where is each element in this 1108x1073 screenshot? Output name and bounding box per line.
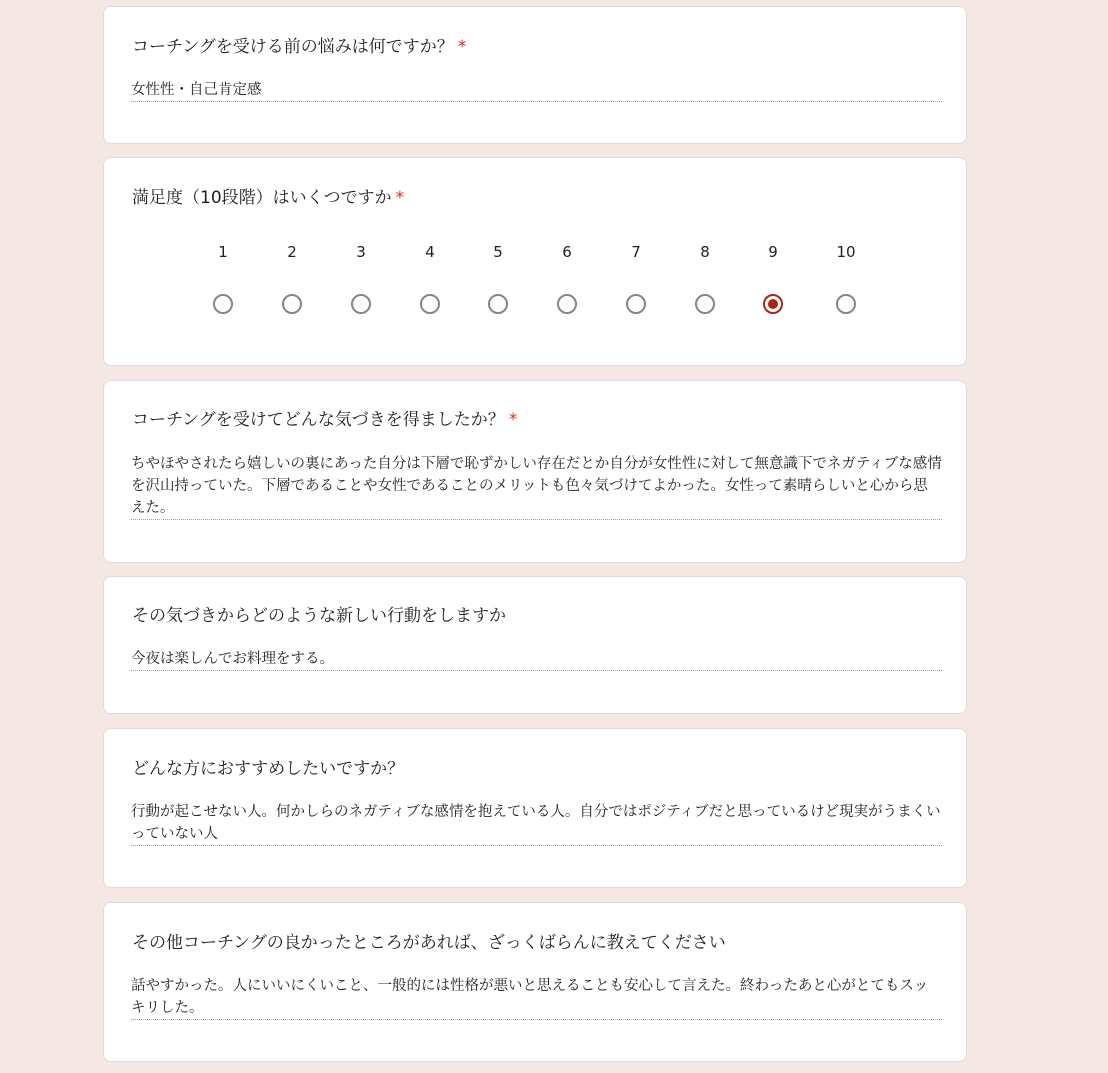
scale-radio-9[interactable] (763, 294, 783, 314)
question-title: コーチングを受けてどんな気づきを得ましたか？ * (132, 410, 518, 430)
question-title: 満足度（10段階）はいくつですか * (132, 188, 405, 208)
scale-number: 4 (425, 243, 435, 261)
scale-radio-6[interactable] (557, 294, 577, 314)
required-asterisk: * (508, 410, 518, 430)
scale-label-5 (478, 242, 518, 262)
answer-text: 女性性・自己肯定感 (131, 79, 942, 102)
scale-label-1 (203, 242, 243, 262)
scale-radio-1[interactable] (213, 294, 233, 314)
scale-label-9 (753, 242, 793, 262)
question-title: その気づきからどのような新しい行動をしますか (132, 606, 506, 626)
scale-number: 2 (287, 243, 297, 261)
scale-radio-3[interactable] (351, 294, 371, 314)
scale-label-6 (547, 242, 587, 262)
scale-label-8 (685, 242, 725, 262)
scale-label-2 (272, 242, 312, 262)
scale-number: 7 (631, 243, 641, 261)
scale-radio-5[interactable] (488, 294, 508, 314)
question-title: どんな方におすすめしたいですか？ (132, 759, 405, 779)
question-card-concerns (103, 6, 967, 144)
scale-number: 10 (836, 243, 856, 261)
scale-label-4 (410, 242, 450, 262)
answer-text: 今夜は楽しんでお料理をする。 (131, 648, 942, 671)
answer-text: ちやほやされたら嬉しいの裏にあった自分は下層で恥ずかしい存在だとか自分が女性性に対して無意識下でネガティブな感情を沢山持っていた。下層であることや女性であることのメリットも色々気づけてよかった。女性って素晴らしいと心から思えた。 (131, 453, 942, 520)
scale-radio-2[interactable] (282, 294, 302, 314)
linear-scale (104, 158, 968, 365)
scale-number: 6 (562, 243, 572, 261)
scale-radio-4[interactable] (420, 294, 440, 314)
question-card-satisfaction (103, 157, 967, 366)
scale-number: 1 (218, 243, 228, 261)
scale-radio-10[interactable] (836, 294, 856, 314)
scale-number: 5 (493, 243, 503, 261)
question-card-recommend (103, 728, 967, 888)
scale-radio-7[interactable] (626, 294, 646, 314)
question-card-realization (103, 380, 967, 563)
question-title: その他コーチングの良かったところがあれば、ざっくばらんに教えてください (132, 933, 726, 953)
scale-label-10 (826, 242, 866, 262)
scale-radio-8[interactable] (695, 294, 715, 314)
question-card-other-feedback (103, 902, 967, 1062)
scale-number: 8 (700, 243, 710, 261)
scale-label-3 (341, 242, 381, 262)
scale-number: 3 (356, 243, 366, 261)
scale-number: 9 (768, 243, 778, 261)
question-title: コーチングを受ける前の悩みは何ですか？ * (132, 37, 467, 57)
scale-label-7 (616, 242, 656, 262)
question-card-new-action (103, 576, 967, 714)
answer-text: 行動が起こせない人。何かしらのネガティブな感情を抱えている人。自分ではポジティブだと思っているけど現実がうまくいっていない人 (131, 801, 942, 846)
answer-text: 話やすかった。人にいいにくいこと、一般的には性格が悪いと思えることも安心して言えた。終わったあと心がとてもスッキリした。 (131, 975, 942, 1020)
required-asterisk: * (395, 188, 405, 208)
required-asterisk: * (457, 37, 467, 57)
